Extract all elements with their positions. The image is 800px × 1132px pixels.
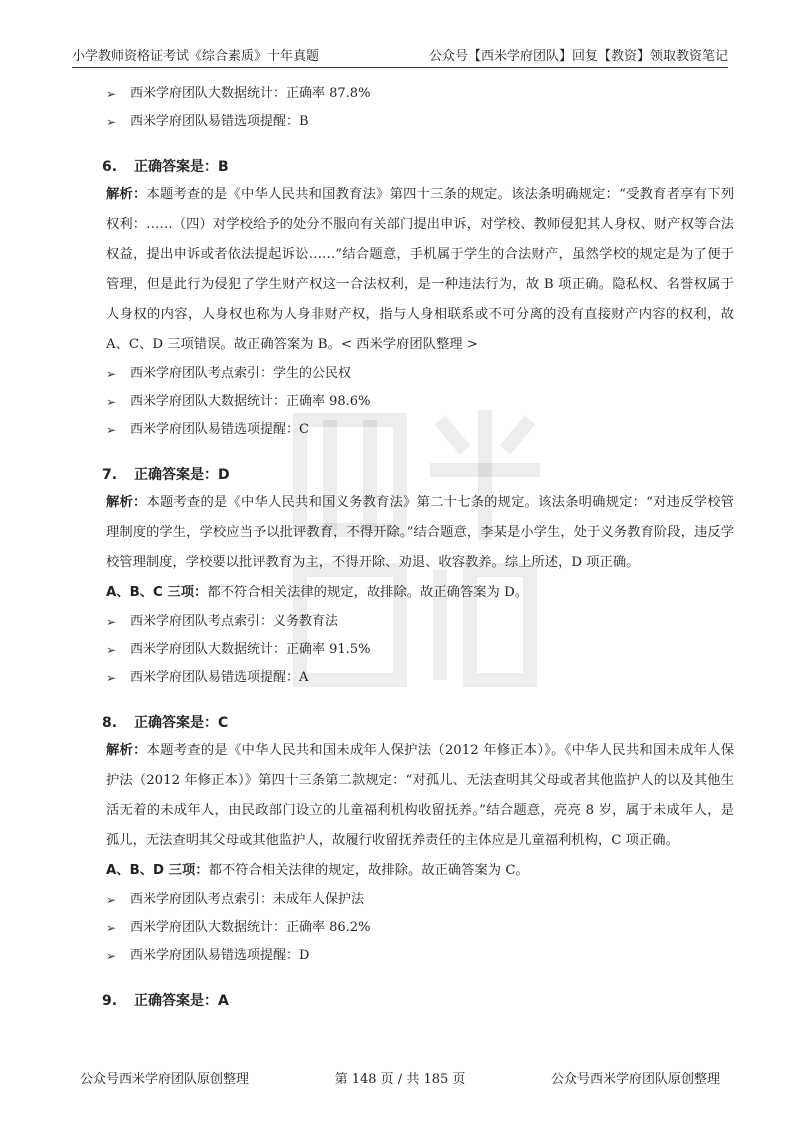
analysis-label: 解析： (106, 187, 147, 202)
bullet-text: 西米学府团队易错选项提醒：C (130, 422, 309, 437)
question-number: 6. (102, 159, 118, 175)
answer-text: 正确答案是：D (134, 467, 230, 483)
analysis-label: 解析： (106, 743, 147, 758)
question-number: 9. (102, 993, 118, 1009)
arrow-bullet-icon: ➢ (106, 115, 117, 129)
list-item (106, 388, 734, 416)
analysis-text: 本题考查的是《中华人民共和国教育法》第四十三条的规定。该法条明确规定：“受教育者享有下列权利：……（四）对学校给予的处分不服向有关部门提出申诉，对学校、教师侵犯其人身权、财产权等合法权益，提出申诉或者依法提起诉讼……”结合题意，手机属于学生的合法财产，虽然学校的规定是为了便于管理，但是此行为侵犯了学生财产权这一合法权利，是一种违法行为，故 B 项正确。隐私权、名誉权属于人身权的内容，人身权也称为人身非财产权，指与人身相联系或不可分离的没有直接财产内容的权利，故 A、C、D 三项错误。故正确答案为 B。< 西米学府团队整理 > (106, 187, 735, 352)
arrow-bullet-icon: ➢ (106, 893, 117, 907)
question-6-answer (102, 154, 734, 180)
list-item (106, 914, 734, 942)
others-label: A、B、C 三项： (106, 585, 208, 600)
arrow-bullet-icon: ➢ (106, 367, 117, 381)
answer-text: 正确答案是：B (134, 159, 229, 175)
bullet-text: 西米学府团队考点索引：学生的公民权 (130, 366, 352, 381)
question-number: 8. (102, 715, 118, 731)
arrow-bullet-icon: ➢ (106, 87, 117, 101)
question-6-analysis (106, 180, 734, 360)
footer-right-text: 公众号西米学府团队原创整理 (550, 1072, 720, 1087)
analysis-text: 本题考查的是《中华人民共和国义务教育法》第二十七条的规定。该法条明确规定：“对违反学校管理制度的学生，学校应当予以批评教育，不得开除。”结合题意，李某是小学生，处于义务教育阶段，违反学校管理制度，学校要以批评教育为主，不得开除、劝退、收容教养。综上所述，D 项正确。 (106, 495, 735, 570)
header-right-text: 公众号【西米学府团队】回复【教资】领取教资笔记 (428, 49, 728, 64)
arrow-bullet-icon: ➢ (106, 423, 117, 437)
list-item (106, 886, 734, 914)
page-number: 第 148 页 / 共 185 页 (334, 1072, 466, 1087)
footer-left-text: 公众号西米学府团队原创整理 (80, 1072, 250, 1087)
others-text: 都不符合相关法律的规定，故排除。故正确答案为 D。 (207, 585, 529, 600)
answer-text: 正确答案是：C (134, 715, 229, 731)
page-content (102, 80, 735, 1014)
bullet-text: 西米学府团队考点索引：义务教育法 (130, 614, 339, 629)
list-item (106, 636, 734, 664)
others-text: 都不符合相关法律的规定，故排除。故正确答案为 C。 (208, 863, 529, 878)
arrow-bullet-icon: ➢ (106, 921, 117, 935)
header-left-text: 小学教师资格证考试《综合素质》十年真题 (72, 49, 320, 64)
analysis-text: 本题考查的是《中华人民共和国未成年人保护法（2012 年修正本）》。《中华人民共和国未成年人保护法（2012 年修正本）》第四十三条第二款规定：“对孤儿、无法查明其父母或者其他监护人的以及其他生活无着的未成年人，由民政部门设立的儿童福利机构收留抚养。”结合题意，亮亮 8 岁，属于未成年人，是孤儿，无法查明其父母或其他监护人，故履行收留抚养责任的主体应是儿童福利机构，C 项正确。 (106, 743, 735, 848)
question-7-answer (102, 462, 734, 488)
arrow-bullet-icon: ➢ (106, 615, 117, 629)
bullet-text: 西米学府团队易错选项提醒：B (130, 114, 309, 129)
analysis-label: 解析： (106, 495, 147, 510)
list-item (106, 664, 734, 692)
arrow-bullet-icon: ➢ (106, 643, 117, 657)
bullet-text: 西米学府团队大数据统计：正确率 91.5% (130, 642, 371, 657)
answer-text: 正确答案是：A (134, 993, 229, 1009)
question-7-analysis (106, 488, 734, 578)
bullet-text: 西米学府团队易错选项提醒：D (130, 948, 310, 963)
question-number: 7. (102, 467, 118, 483)
bullet-text: 西米学府团队大数据统计：正确率 87.8% (130, 86, 371, 101)
question-8-answer (102, 710, 734, 736)
list-item (106, 608, 734, 636)
list-item (106, 942, 734, 970)
list-item (106, 360, 734, 388)
arrow-bullet-icon: ➢ (106, 395, 117, 409)
arrow-bullet-icon: ➢ (106, 671, 117, 685)
question-9-answer (102, 988, 734, 1014)
arrow-bullet-icon: ➢ (106, 949, 117, 963)
list-item (106, 416, 734, 444)
page-header (72, 40, 728, 68)
bullet-text: 西米学府团队考点索引：未成年人保护法 (130, 892, 365, 907)
page-footer (80, 1068, 720, 1088)
others-label: A、B、D 三项： (106, 863, 209, 878)
question-8-analysis (106, 736, 734, 856)
question-8-others (106, 856, 734, 886)
bullet-text: 西米学府团队易错选项提醒：A (130, 670, 309, 685)
list-item (106, 80, 734, 108)
list-item (106, 108, 734, 136)
bullet-text: 西米学府团队大数据统计：正确率 86.2% (130, 920, 371, 935)
question-7-others (106, 578, 734, 608)
bullet-text: 西米学府团队大数据统计：正确率 98.6% (130, 394, 371, 409)
